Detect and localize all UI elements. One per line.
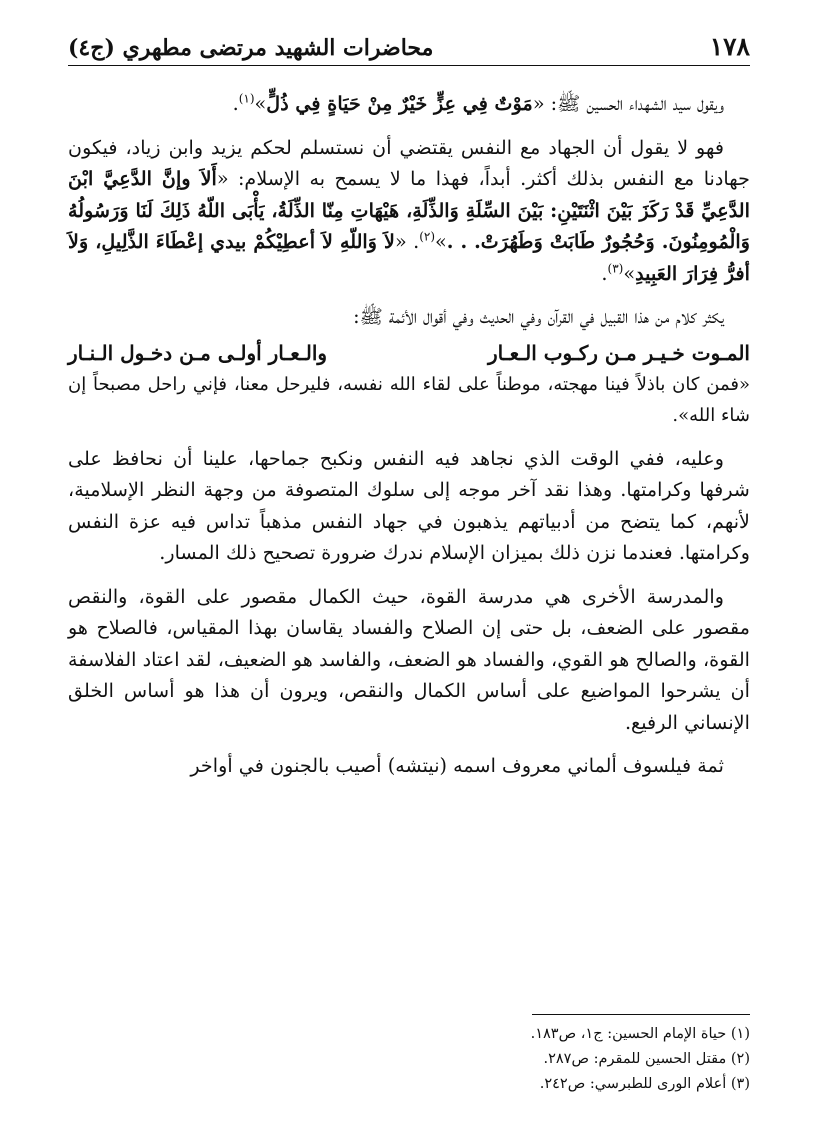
verse-second-hemistich: والـعـار أولـى مـن دخـول الـنـار bbox=[68, 340, 328, 365]
paragraph-3: يكثر كلام من هذا القبيل في القرآن وفي الحديث وفي أقوال الأئمة ﷺ: bbox=[353, 305, 724, 328]
p2-end: » bbox=[623, 261, 636, 285]
paragraph-4: وعليه، ففي الوقت الذي نجاهد فيه النفس ونكبح جماحها، علينا أن نحافظ على شرفها وكرامتها. وهذا نقد آخر موجه إلى سلوك المتصوفة من وجهة النظر الإسلامية، لأنهم، كما يتضح من أدبياتهم يذهبون في جهاد النفس مذهباً تداس فيه عزة النفس وكرامتها. فعندما نزن ذلك بميزان الإسلام ندرك ضرورة تصحيح ذلك المسار. bbox=[68, 446, 750, 564]
page-body bbox=[68, 88, 750, 782]
page-header bbox=[68, 26, 750, 66]
poem-verse bbox=[68, 337, 750, 369]
p2-mid2: . « bbox=[394, 230, 420, 253]
footnote-3: (٣) أعلام الورى للطبرسي: ص٢٤٢. bbox=[539, 1076, 750, 1092]
p2-mid: » bbox=[435, 230, 447, 253]
paragraph-2 bbox=[68, 132, 750, 290]
footnote-divider bbox=[532, 1014, 750, 1015]
p1-text: ويقول سيد الشهداء الحسين ﷺ: « bbox=[532, 92, 724, 115]
p2-text: فهو لا يقول أن الجهاد مع النفس يقتضي أن نستسلم لحكم يزيد وابن زياد، فيكون جهادنا مع النفس بذلك أكثر. أبداً، فهذا ما لا يسمح به الإسلام: « bbox=[68, 135, 750, 190]
p2-tail: . bbox=[601, 261, 608, 285]
footnote-ref-3[interactable]: (٣) bbox=[607, 261, 624, 276]
p2-sermon: أَلاَ وإنَّ الدَّعِيَّ ابْنَ الدَّعِيِّ قَدْ رَكَزَ بَيْنَ اثْنَتَيْنِ: بَيْنَ السِّلَةِ وَالذِّلَةِ، هَيْهَاتِ مِنّا الذِّلَةُ، يَأْبَى اللّهُ ذَلِكَ لَنَا وَرَسُولُهُ وَالْمُومِنُونَ. وَحُجُورٌ طَابَتْ وَطَهُرَتْ. . . bbox=[68, 167, 750, 253]
p1-hadith: مَوْتٌ فِي عِزٍّ خَيْرٌ مِنْ حَيَاةٍ فِي ذُلٍّ bbox=[266, 92, 533, 115]
quote-block: «فمن كان باذلاً فينا مهجته، موطناً على لقاء الله نفسه، فليرحل معنا، فإني راحل مصبحاً إن شاء الله». bbox=[68, 373, 750, 426]
paragraph-6: ثمة فيلسوف ألماني معروف اسمه (نيتشه) أصيب بالجنون في أواخر bbox=[190, 754, 724, 777]
running-title: محاضرات الشهيد مرتضى مطهري (ج٤) bbox=[68, 35, 434, 61]
page-number: ١٧٨ bbox=[709, 32, 750, 61]
paragraph-1 bbox=[68, 88, 750, 120]
footnote-2: (٢) مقتل الحسين للمقرم: ص٢٨٧. bbox=[543, 1051, 750, 1067]
p1-end: » bbox=[254, 92, 267, 115]
verse-first-hemistich: المـوت خـيـر مـن ركـوب الـعـار bbox=[487, 340, 750, 365]
footnote-1: (١) حياة الإمام الحسين: ج١، ص١٨٣. bbox=[530, 1026, 750, 1042]
p2-sermon-2: لاَ وَاللّهِ لاَ أعطِيْكُمْ بيدي إعْطَاءَ الذَّلِيلِ، وَلاَ أفرُّ فِرَارَ العَبِيدِ bbox=[68, 230, 750, 285]
footnote-ref-1[interactable]: (١) bbox=[238, 91, 255, 106]
footnotes bbox=[68, 1022, 750, 1097]
footnote-ref-2[interactable]: (٢) bbox=[419, 229, 436, 244]
paragraph-5: والمدرسة الأخرى هي مدرسة القوة، حيث الكمال مقصور على القوة، والنقص مقصور على الضعف، بل حتى إن الصلاح والفساد يقاسان بهذا المقياس، فالصلاح هو القوة، والصالح هو القوي، والفساد هو الضعف، والفاسد هو الضعيف، لقد اعتاد الفلاسفة أن يشرحوا المواضيع على أساس الكمال والنقص، ويرون أن هذا هو أساس الخلق الإنساني الرفيع. bbox=[68, 584, 750, 734]
p1-tail: . bbox=[232, 92, 239, 115]
